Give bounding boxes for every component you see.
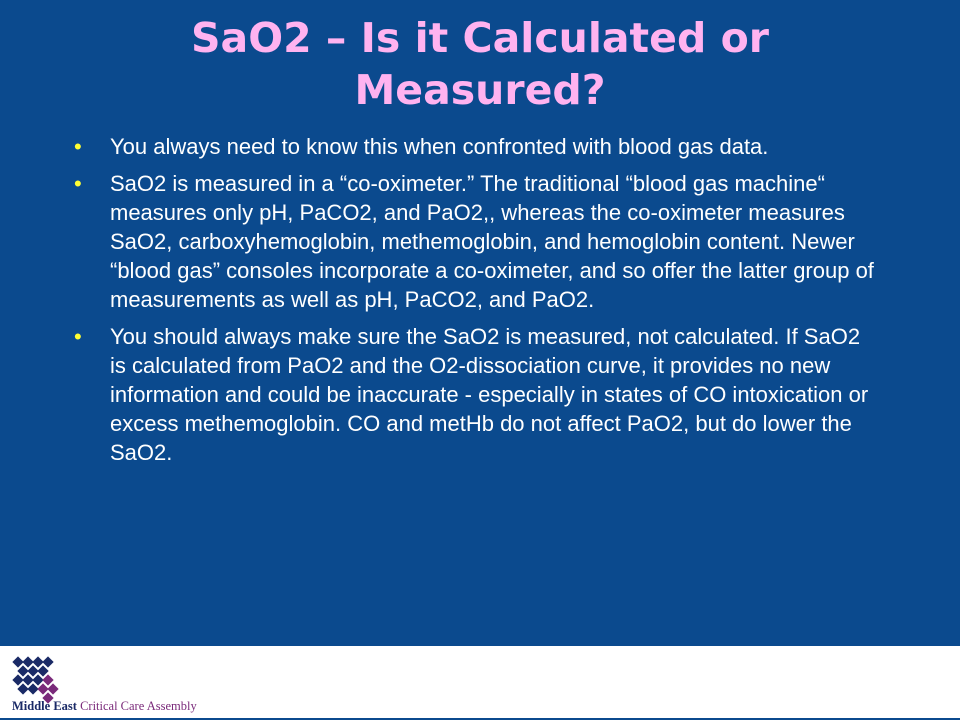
bullet-item xyxy=(74,169,874,314)
bullet-text: You should always make sure the SaO2 is measured, not calculated. If SaO2 is calculated from PaO2 and the O2-dissociation curve, it provides no new information and could be inaccurate - especially in states of CO intoxication or excess methemoglobin. CO and metHb do not affect PaO2, but do lower the SaO2. xyxy=(110,324,869,465)
bullet-list xyxy=(74,132,874,475)
slide-title xyxy=(0,12,960,116)
logo-wordmark xyxy=(12,699,197,714)
bullet-dot-icon: • xyxy=(74,324,82,349)
bullet-item xyxy=(74,132,874,161)
logo-diamonds xyxy=(12,656,58,703)
logo-text-critical-care-assembly: Critical Care Assembly xyxy=(80,699,197,713)
diamond-logo-icon xyxy=(10,654,66,704)
bullet-item xyxy=(74,322,874,467)
logo-text-middle-east: Middle East xyxy=(12,699,77,713)
bullet-dot-icon: • xyxy=(74,134,82,159)
title-line-1: SaO2 – Is it Calculated or xyxy=(191,14,769,62)
bullet-text: SaO2 is measured in a “co-oximeter.” The traditional “blood gas machine“ measures only pH, PaCO2, and PaO2,, whereas the co-oximeter measures SaO2, carboxyhemoglobin, methemoglobin, and hemoglobin content. Newer “blood gas” consoles incorporate a co-oximeter, and so offer the latter group of measurements as well as pH, PaCO2, and PaO2. xyxy=(110,171,874,312)
bullet-dot-icon: • xyxy=(74,171,82,196)
title-line-2: Measured? xyxy=(354,66,606,114)
bullet-text: You always need to know this when confronted with blood gas data. xyxy=(110,134,769,159)
footer-bar xyxy=(0,646,960,720)
